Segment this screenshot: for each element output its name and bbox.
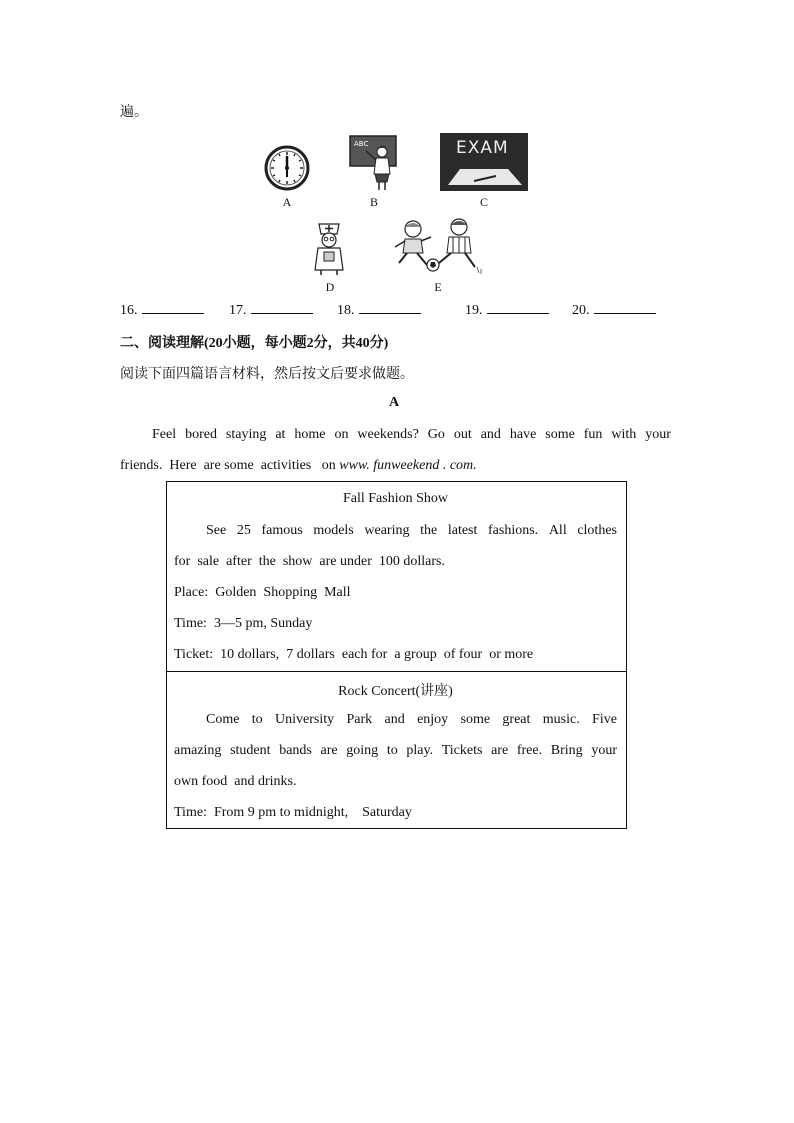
picture-label-a: A (282, 195, 292, 209)
word: and (480, 427, 501, 442)
rock-concert-desc-1 (206, 712, 617, 728)
word: Bring (550, 743, 583, 758)
answer-blank-18[interactable]: 18. (337, 301, 421, 319)
word: free. (516, 743, 543, 758)
picture-label-e: E (434, 280, 442, 294)
passage-label: A (389, 395, 400, 410)
answer-blank-16[interactable]: 16. (120, 301, 204, 319)
exam-icon (440, 133, 528, 191)
word: enjoy (417, 712, 449, 727)
picture-label-d: D (325, 280, 335, 294)
clock-icon (264, 145, 310, 191)
fashion-show-place: Place: Golden Shopping Mall (174, 585, 351, 600)
word: music. (542, 712, 580, 727)
fashion-show-ticket: Ticket: 10 dollars, 7 dollars each for a group of four or more (174, 647, 534, 662)
word: going (346, 743, 379, 758)
word: staying (225, 427, 267, 442)
fashion-show-title: Fall Fashion Show (342, 491, 448, 506)
fashion-show-box (166, 481, 627, 672)
word: your (591, 743, 617, 758)
word: with (611, 427, 637, 442)
word: the (420, 523, 438, 538)
word: Five (592, 712, 617, 727)
word: and (384, 712, 405, 727)
answer-blank-17[interactable]: 17. (229, 301, 313, 319)
rock-concert-desc-3: own food and drinks. (174, 774, 297, 789)
word: University (275, 712, 335, 727)
word: Come (206, 712, 240, 727)
word: are (491, 743, 509, 758)
doctor-icon (309, 220, 349, 276)
answer-blank-19[interactable]: 19. (465, 301, 549, 319)
word: some (545, 427, 575, 442)
word: See (206, 523, 227, 538)
rock-concert-box (166, 671, 627, 829)
word: 25 (236, 523, 251, 538)
teacher-icon (348, 134, 400, 192)
word: amazing (174, 743, 222, 758)
section-title: 二、阅读理解(20小题，每小题2分，共40分) (120, 336, 389, 351)
picture-label-c: C (479, 195, 488, 209)
word: on (334, 427, 349, 442)
word: Park (346, 712, 373, 727)
word: at (275, 427, 286, 442)
picture-label-b: B (369, 195, 378, 209)
word: wearing (364, 523, 410, 538)
word: weekends? (357, 427, 419, 442)
blackboard-text: ABC (354, 140, 369, 148)
soccer-icon (391, 217, 485, 277)
word: Tickets (441, 743, 483, 758)
intro-line-1 (120, 427, 671, 443)
word: your (645, 427, 671, 442)
answer-blank-20[interactable]: 20. (572, 301, 656, 319)
word: famous (261, 523, 303, 538)
word: are (320, 743, 338, 758)
fashion-show-time: Time: 3—5 pm, Sunday (174, 616, 313, 631)
word: home (294, 427, 326, 442)
word: fashions. (488, 523, 539, 538)
word: models (313, 523, 354, 538)
instruction: 阅读下面四篇语言材料，然后按文后要求做题。 (120, 367, 414, 382)
rock-concert-time: Time: From 9 pm to midnight, Saturday (174, 805, 412, 820)
word: bands (279, 743, 312, 758)
word: play. (406, 743, 434, 758)
word: clothes (577, 523, 617, 538)
word: Feel (152, 427, 177, 442)
word: to (251, 712, 263, 727)
word: out (453, 427, 472, 442)
word: bored (185, 427, 217, 442)
fashion-show-desc-2: for sale after the show are under 100 dollars. (174, 554, 445, 569)
word: All (548, 523, 567, 538)
rock-concert-desc-2 (174, 743, 617, 759)
word: student (230, 743, 271, 758)
word: Go (427, 427, 445, 442)
word: fun (583, 427, 603, 442)
website-url: www. funweekend . com. (339, 458, 477, 473)
word: have (509, 427, 537, 442)
fashion-show-desc-1 (206, 523, 617, 539)
word: latest (447, 523, 478, 538)
intro-line-2: friends. Here are some activities on www. funweekend . com. (120, 458, 477, 473)
word: some (460, 712, 491, 727)
word: to (386, 743, 398, 758)
word: great (502, 712, 531, 727)
previous-question-fragment: 遍。 (120, 105, 148, 120)
rock-concert-title: Rock Concert(讲座) (338, 684, 453, 699)
exam-board-text: EXAM (456, 138, 509, 158)
